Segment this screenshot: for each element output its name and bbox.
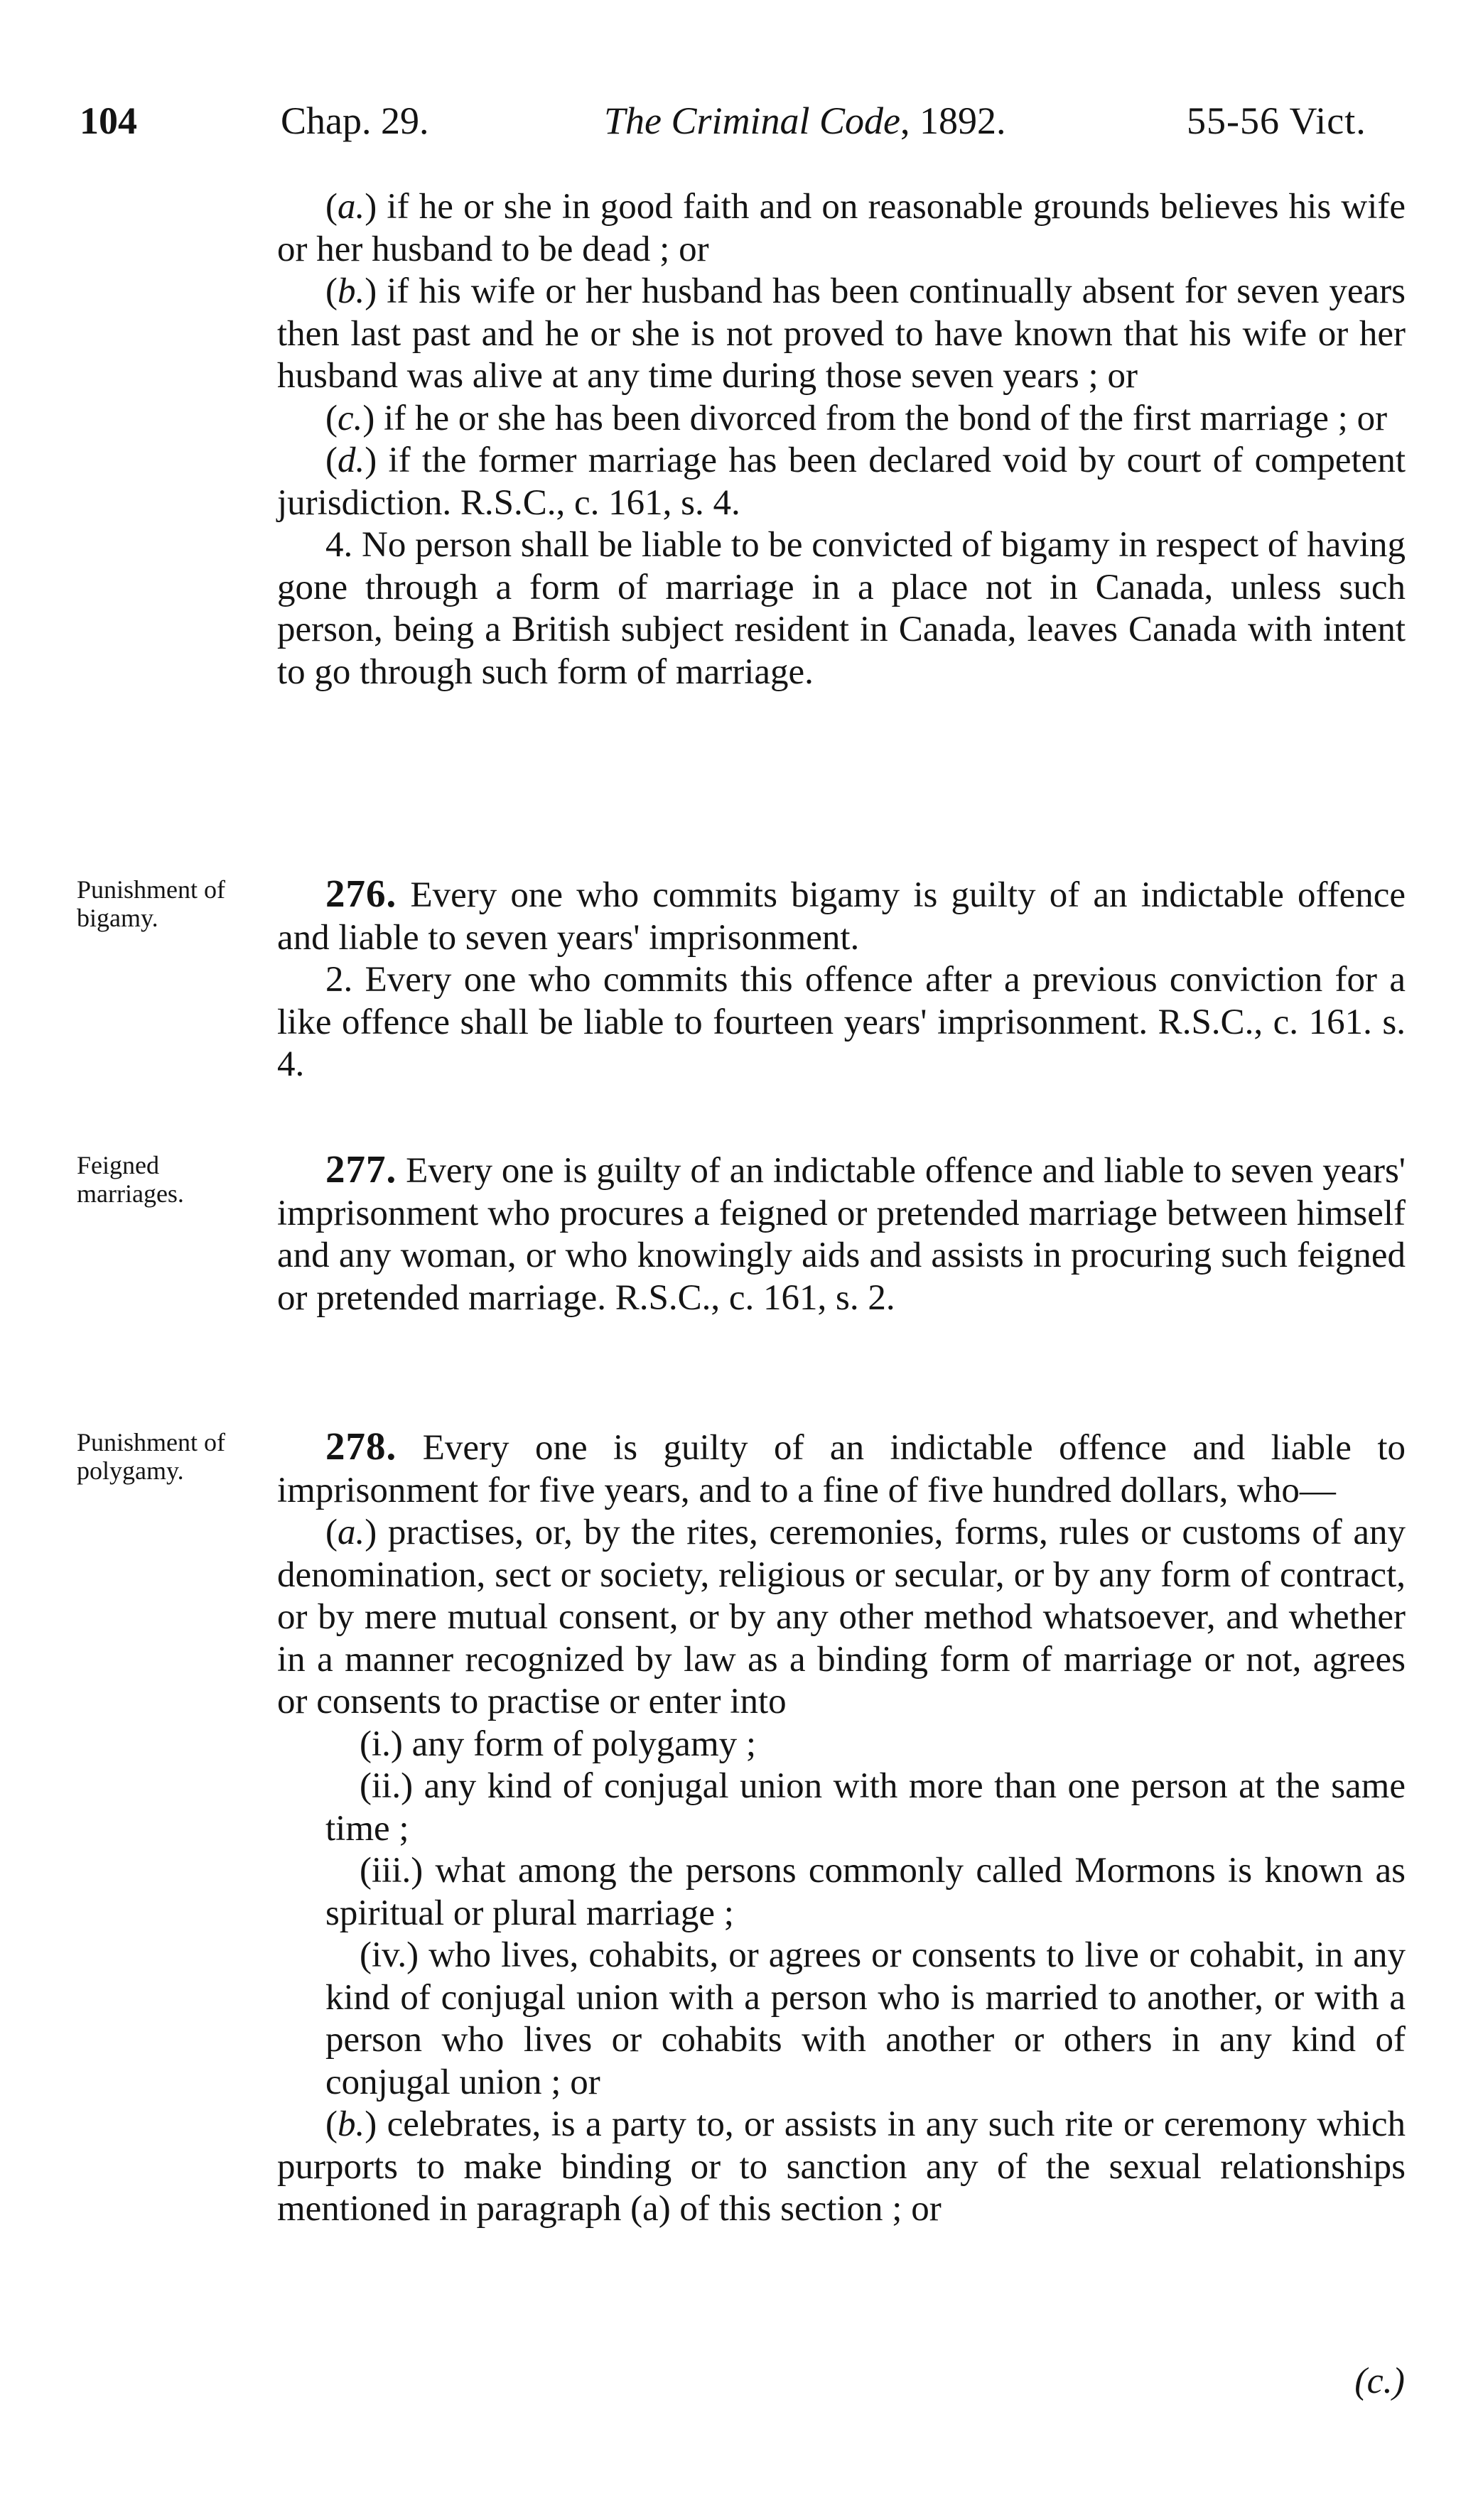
page-number: 104 — [80, 99, 137, 142]
catchword: (c.) — [1354, 2361, 1405, 2401]
clause-278-b: (b.) celebrates, is a party to, or assists in any such rite or ceremony which purports to make binding or to sanction any of the sexual relationships mentioned in paragraph (a) of this section ; or — [277, 2104, 1406, 2229]
clause-d: (d.) if the former marriage has been declared void by court of competent jurisdiction. R.S.C., c. 161, s. 4. — [277, 440, 1406, 523]
section-276-sub2: 2. Every one who commits this offence after a previous conviction for a like offence shall be liable to fourteen years' imprisonment. R.S.C., c. 161. s. 4. — [277, 960, 1406, 1084]
subclause-i: (i.) any form of polygamy ; — [360, 1724, 757, 1764]
margin-note-bigamy: Punishment of bigamy. — [77, 875, 226, 932]
section-278 — [277, 1425, 1406, 2231]
subclause-ii: (ii.) any kind of conjugal union with more than one person at the same time ; — [325, 1766, 1406, 1849]
section-277 — [277, 1148, 1406, 1319]
section-number: 276. — [325, 872, 397, 915]
continuation-block — [277, 186, 1406, 693]
section-number: 278. — [325, 1424, 397, 1468]
clause-c: (c.) if he or she has been divorced from the bond of the first marriage ; or — [325, 398, 1388, 438]
running-title — [604, 99, 1006, 142]
subclause-iv: (iv.) who lives, cohabits, or agrees or consents to live or cohabit, in any kind of conjugal union with a person who is married to another, or with a person who lives or cohabits with another or others in any kind of conjugal union ; or — [325, 1935, 1406, 2102]
section-277-text: 277. Every one is guilty of an indictable offence and liable to seven years' imprisonment who procures a feigned or pretended marriage between himself and any woman, or who knowingly aids and assists in procuring such feigned or pretended marriage. R.S.C., c. 161, s. 2. — [277, 1147, 1406, 1318]
section-276-text: 276. Every one who commits bigamy is guilty of an indictable offence and liable to seven years' imprisonment. — [277, 872, 1406, 958]
margin-note-polygamy: Punishment of polygamy. — [77, 1428, 226, 1485]
section-278-text: 278. Every one is guilty of an indictable offence and liable to imprisonment for five years, and to a fine of five hundred dollars, who— — [277, 1424, 1406, 1510]
title-italic: The Criminal Code — [604, 99, 901, 142]
section-number: 277. — [325, 1147, 397, 1191]
clause-278-a: (a.) practises, or, by the rites, ceremonies, forms, rules or customs of any denomination, sect or society, religious or secular, or by any form of contract, or by mere mutual consent, or by any other method whatsoever, and whether in a manner recognized by law as a binding form of marriage or not, agrees or consents to practise or enter into — [277, 1513, 1406, 1721]
regnal-year: 55-56 Vict. — [1187, 99, 1366, 142]
subsection-4: 4. No person shall be liable to be convicted of bigamy in respect of having gone through a form of marriage in a place not in Canada, unless such person, being a British subject resident in Canada, leaves Canada with intent to go through such form of marriage. — [277, 525, 1406, 692]
clause-a: (a.) if he or she in good faith and on reasonable grounds believes his wife or her husband to be dead ; or — [277, 187, 1406, 269]
title-year: , 1892. — [900, 99, 1006, 142]
subclause-iii: (iii.) what among the persons commonly called Mormons is known as spiritual or plural marriage ; — [325, 1851, 1406, 1933]
clause-b: (b.) if his wife or her husband has been continually absent for seven years then last past and he or she is not proved to have known that his wife or her husband was alive at any time during those seven years ; or — [277, 271, 1406, 396]
margin-note-feigned: Feigned marriages. — [77, 1151, 184, 1208]
chapter-label: Chap. 29. — [281, 99, 429, 142]
running-header — [0, 99, 1483, 156]
section-276 — [277, 872, 1406, 1086]
